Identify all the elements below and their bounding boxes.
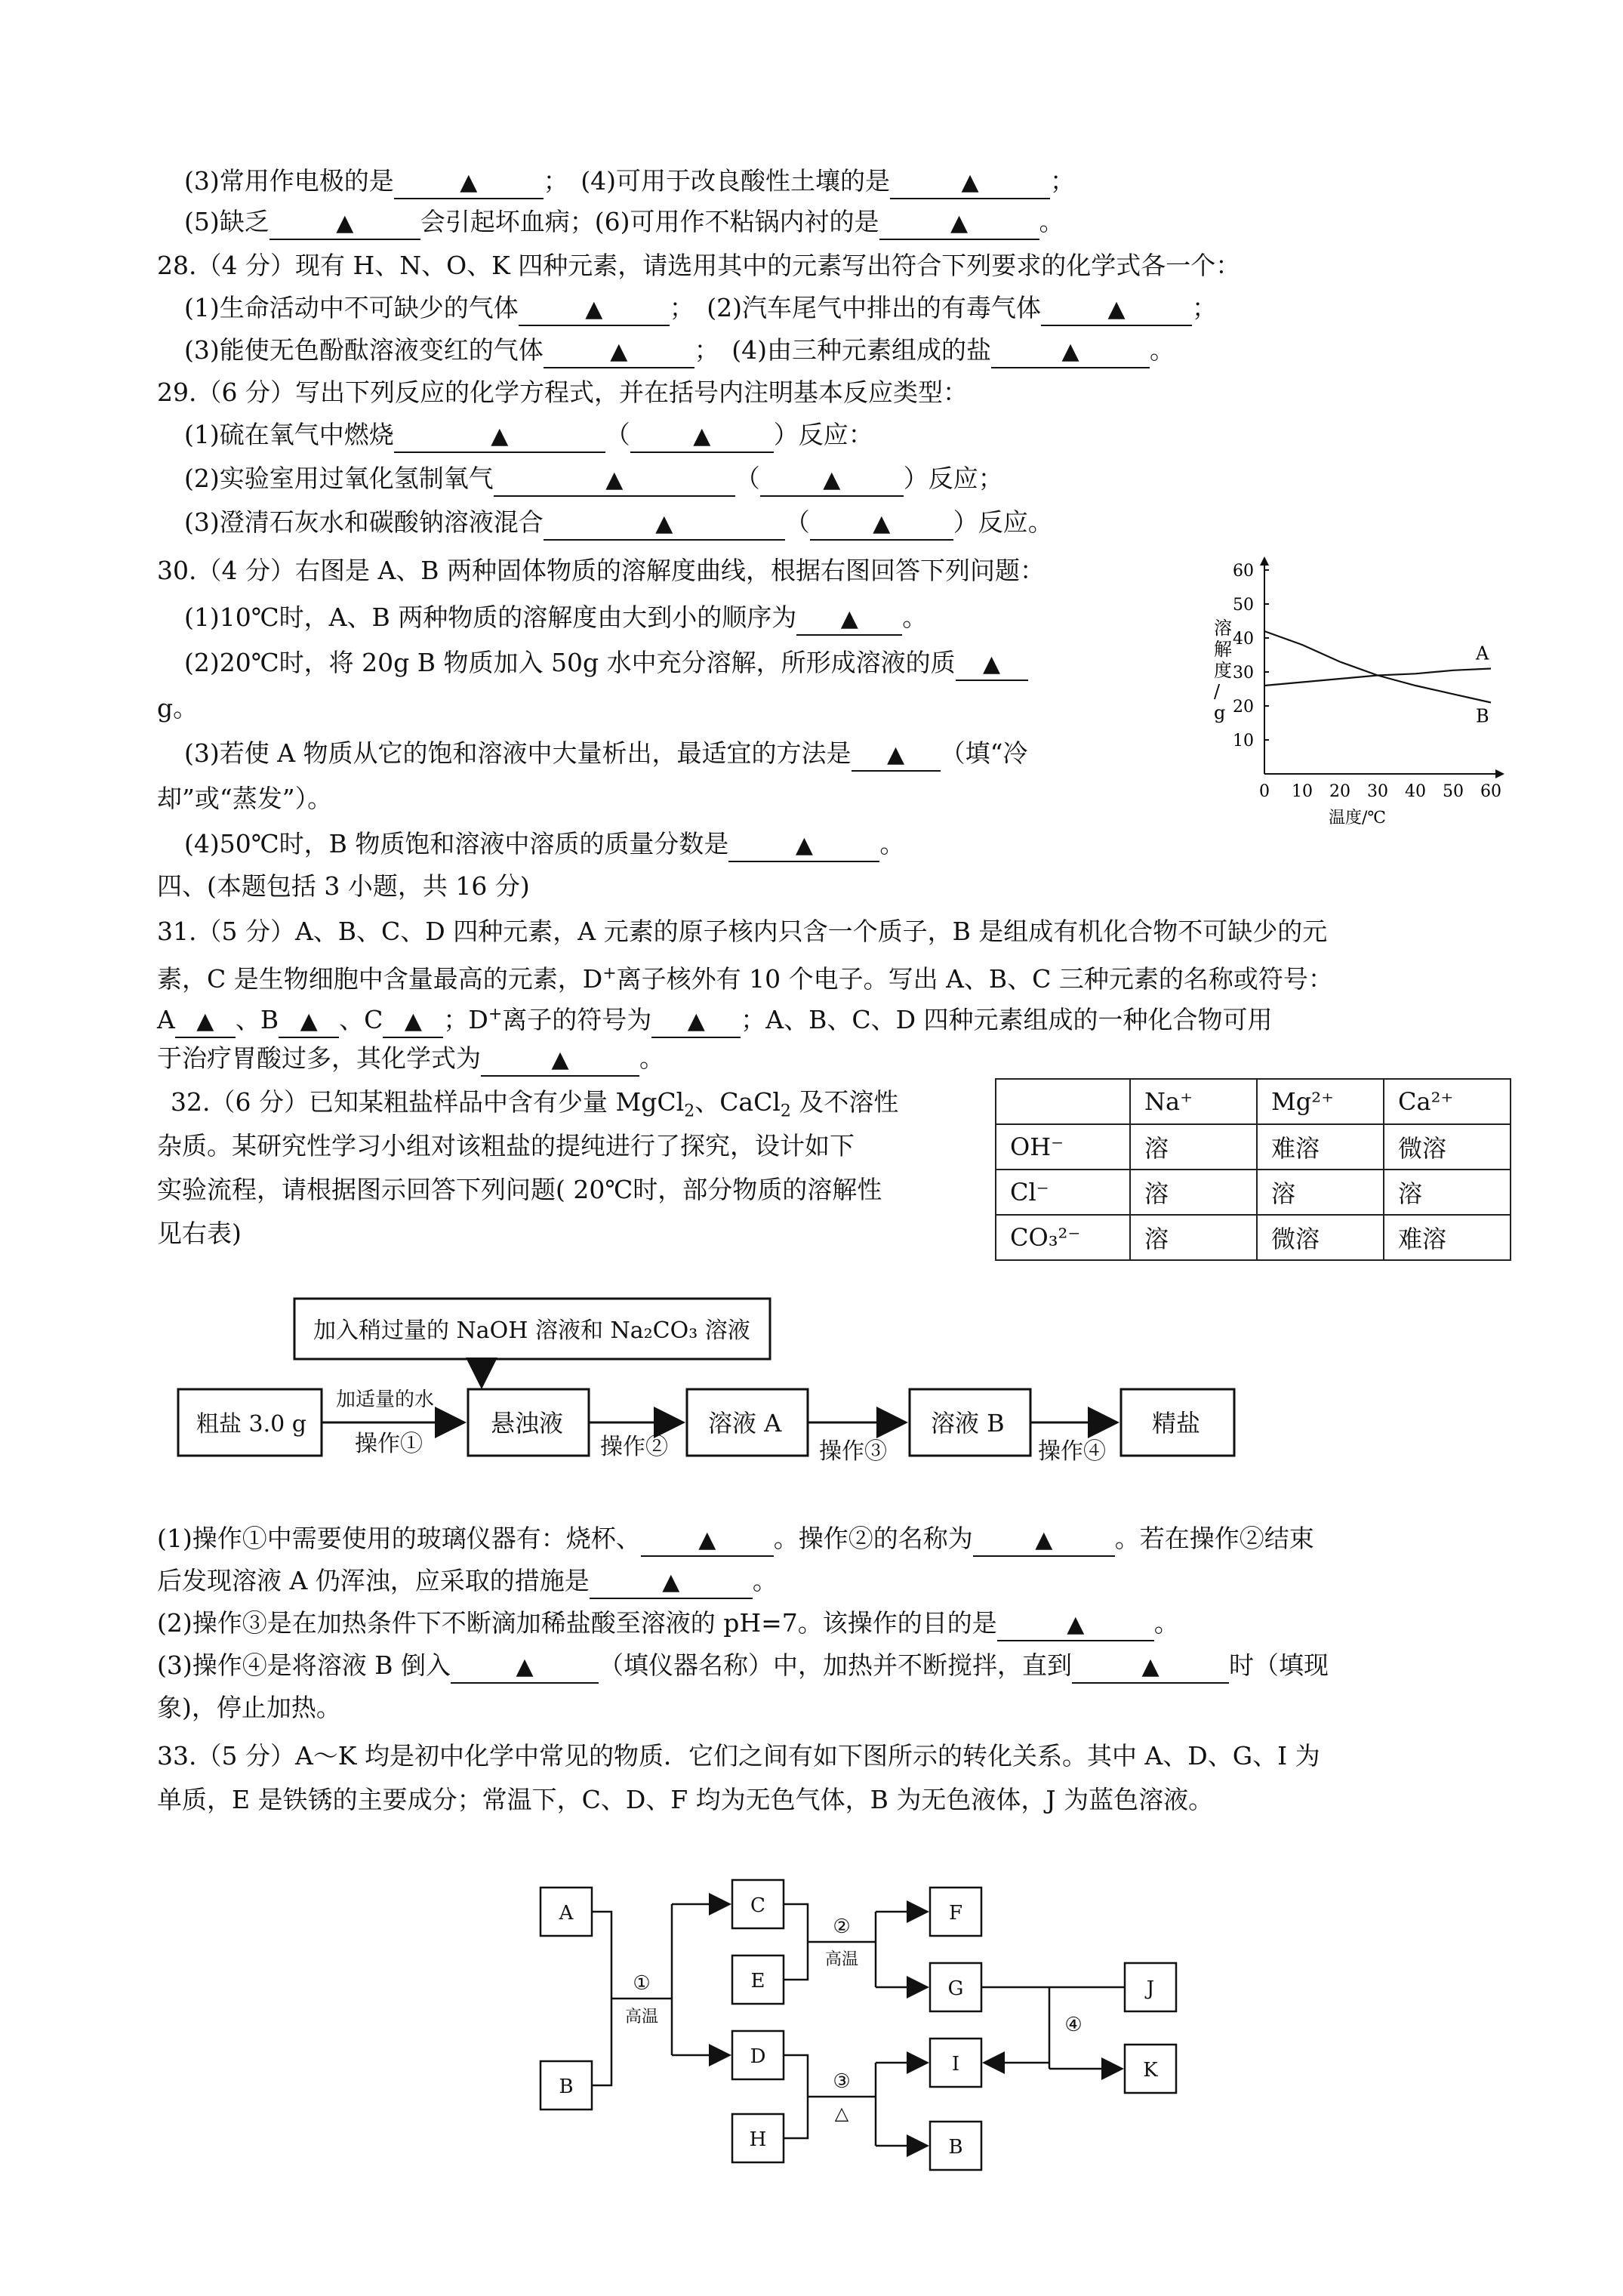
answer-blank[interactable]: [1072, 1650, 1229, 1684]
reaction-condition: △: [834, 2103, 849, 2124]
x-tick-label: 10: [1292, 782, 1313, 801]
answer-blank[interactable]: [1041, 293, 1192, 326]
reaction-condition: 高温: [624, 2008, 659, 2026]
q30-part2-unit: g。: [157, 693, 199, 723]
blank-mark: ▲: [516, 1653, 534, 1680]
connector: [784, 2055, 808, 2138]
op1-label: 操作①: [355, 1431, 423, 1457]
q29-text: (1)硫在氧气中燃烧: [184, 420, 394, 449]
series-line-a: [1264, 669, 1491, 686]
blank-mark: ▲: [404, 1008, 422, 1034]
answer-blank[interactable]: [481, 1043, 639, 1077]
y-axis-label-char: g: [1214, 702, 1226, 723]
q29-text: （: [784, 507, 810, 537]
q32-text: 32.（6 分）已知某粗盐样品中含有少量 MgCl: [171, 1087, 685, 1117]
blank-mark: ▲: [961, 169, 979, 196]
blank-mark: ▲: [585, 296, 603, 322]
q28-text: 。: [1150, 335, 1175, 365]
blank-mark: ▲: [795, 832, 813, 858]
q30-text: (1)10℃时，A、B 两种物质的溶解度由大到小的顺序为: [184, 603, 797, 632]
q29-text: ）反应；: [903, 464, 1003, 493]
solution-b-label: 溶液 B: [931, 1409, 1005, 1438]
q31-sup: +: [602, 964, 617, 983]
q32-line1: [171, 1086, 898, 1129]
series-line-b: [1264, 631, 1491, 703]
y-axis-label: [1214, 618, 1232, 723]
blank-mark: ▲: [605, 467, 624, 493]
q28-text: (3)能使无色酚酞溶液变红的气体: [184, 335, 544, 365]
y-tick-label: 20: [1233, 698, 1254, 717]
y-tick-label: 50: [1233, 596, 1254, 615]
q32-part1-cont: [157, 1564, 778, 1599]
q28-line1: [184, 291, 1217, 326]
q31-text: 于治疗胃酸过多，其化学式为: [157, 1043, 481, 1073]
table-header-row: [996, 1079, 1511, 1124]
q28-text: (1)生命活动中不可缺少的气体: [184, 293, 519, 322]
q27-text: 会引起坏血病；(6)可用作不粘锅内衬的是: [420, 207, 879, 236]
q31-line2: [157, 957, 1333, 996]
q31-text: 、B: [235, 1005, 279, 1034]
answer-blank[interactable]: [269, 207, 420, 240]
q29-line3: [184, 506, 1053, 541]
node-label: C: [750, 1894, 765, 1917]
q32-part3-cont: 象)，停止加热。: [157, 1693, 341, 1722]
q28-text: ； (4)由三种元素组成的盐: [694, 335, 991, 365]
q31-text: ；D: [443, 1005, 488, 1034]
x-axis-label: 温度/℃: [1329, 809, 1387, 827]
reaction-number: ①: [633, 1972, 651, 1995]
transformation-diagram: [528, 1872, 1208, 2190]
q32-text: 。: [752, 1566, 778, 1595]
series-label: B: [1476, 705, 1489, 727]
op3-label: 操作③: [819, 1438, 887, 1465]
q29-stem: 29.（6 分）写出下列反应的化学方程式，并在括号内注明基本反应类型：: [157, 378, 968, 407]
q27-text: 。: [1039, 207, 1064, 236]
q31-text: ；A、B、C、D 四种元素组成的一种化合物可用: [741, 1005, 1273, 1034]
purification-flow-diagram: [174, 1284, 1246, 1480]
table-cell: Mg²⁺: [1257, 1079, 1384, 1124]
solubility-curve-chart: [1193, 562, 1501, 834]
q32-text: 后发现溶液 A 仍浑浊，应采取的措施是: [157, 1566, 590, 1595]
table-cell: OH⁻: [996, 1124, 1130, 1170]
q30-part1: [184, 601, 927, 636]
node-label: H: [749, 2128, 767, 2151]
blank-mark: ▲: [698, 1527, 716, 1553]
answer-blank[interactable]: [544, 335, 694, 368]
q27-text: ；: [1050, 166, 1075, 196]
y-tick-label: 30: [1233, 664, 1254, 683]
reagent-label: 加入稍过量的 NaOH 溶液和 Na₂CO₃ 溶液: [313, 1318, 750, 1344]
reaction-condition: 高温: [824, 1950, 859, 1969]
blank-mark: ▲: [983, 651, 1001, 677]
q31-sup: +: [488, 1005, 503, 1024]
suspension-label: 悬浊液: [491, 1409, 564, 1438]
q31-line3: [157, 998, 1273, 1038]
blank-mark: ▲: [1061, 338, 1079, 365]
answer-blank[interactable]: [852, 738, 941, 772]
node-label: G: [947, 1977, 964, 2000]
q30-part4: [184, 827, 904, 862]
q30-text: 。: [879, 829, 905, 858]
answer-blank[interactable]: [630, 420, 774, 453]
q32-line2: 杂质。某研究性学习小组对该粗盐的提纯进行了探究，设计如下: [157, 1131, 855, 1160]
q28-text: ； (2)汽车尾气中排出的有毒气体: [669, 293, 1041, 322]
q33-line2: 单质，E 是铁锈的主要成分；常温下，C、D、F 均为无色气体，B 为无色液体，J 为蓝色溶液。: [157, 1785, 1214, 1814]
x-tick-label: 40: [1405, 782, 1426, 801]
blank-mark: ▲: [662, 1569, 680, 1595]
blank-mark: ▲: [693, 423, 711, 449]
blank-mark: ▲: [460, 169, 478, 196]
answer-blank[interactable]: [641, 1524, 774, 1557]
q30-text: (3)若使 A 物质从它的饱和溶液中大量析出，最适宜的方法是: [184, 738, 852, 768]
q31-line4: [157, 1042, 664, 1077]
q32-text: 时（填现: [1228, 1650, 1329, 1680]
blank-mark: ▲: [873, 510, 891, 537]
q32-sub: 2: [780, 1102, 791, 1121]
table-cell: 微溶: [1257, 1215, 1384, 1260]
connector: [592, 1912, 611, 2085]
x-tick-label: 20: [1329, 782, 1350, 801]
answer-blank[interactable]: [279, 1005, 339, 1038]
y-axis-label-char: 解: [1214, 639, 1232, 660]
q31-text: 离子的符号为: [502, 1005, 652, 1034]
q28-text: ；: [1192, 293, 1217, 322]
answer-blank[interactable]: [973, 1524, 1115, 1557]
answer-blank[interactable]: [590, 1566, 753, 1599]
blank-mark: ▲: [1067, 1611, 1085, 1638]
x-axis-arrow: [1495, 769, 1504, 778]
q32-part2: [157, 1607, 1179, 1641]
table-cell: CO₃²⁻: [996, 1215, 1130, 1260]
x-tick-label: 50: [1443, 782, 1464, 801]
q32-text: 。: [1153, 1608, 1179, 1638]
q32-text: (2)操作③是在加热条件下不断滴加稀盐酸至溶液的 pH=7。该操作的目的是: [157, 1608, 997, 1638]
y-axis-label-char: /: [1214, 681, 1221, 702]
refined-salt-label: 精盐: [1152, 1409, 1201, 1438]
q29-line2: [184, 462, 1003, 497]
answer-blank[interactable]: [544, 507, 785, 541]
table-cell: 溶: [1130, 1215, 1257, 1260]
q32-sub: 2: [684, 1102, 695, 1121]
table-row: [996, 1215, 1511, 1260]
blank-mark: ▲: [655, 510, 673, 537]
answer-blank[interactable]: [997, 1608, 1154, 1641]
q30-text: (4)50℃时，B 物质饱和溶液中溶质的质量分数是: [184, 829, 729, 858]
x-tick-label: 30: [1367, 782, 1388, 801]
y-axis-label-char: 溶: [1214, 618, 1232, 639]
q32-text: 、CaCl: [694, 1087, 781, 1117]
answer-blank[interactable]: [394, 420, 605, 453]
blank-mark: ▲: [610, 338, 628, 365]
q29-text: (2)实验室用过氧化氢制氧气: [184, 464, 494, 493]
connector: [784, 1904, 808, 1980]
answer-blank[interactable]: [810, 507, 953, 541]
q32-part1: [157, 1522, 1314, 1557]
blank-mark: ▲: [491, 423, 509, 449]
blank-mark: ▲: [1035, 1527, 1053, 1553]
q32-text: 。若在操作②结束: [1114, 1524, 1314, 1553]
table-cell: Cl⁻: [996, 1170, 1130, 1215]
x-tick-label: 0: [1259, 782, 1270, 801]
q33-line1: 33.（5 分）A～K 均是初中化学中常见的物质．它们之间有如下图所示的转化关系。其中 A、D、G、I 为: [157, 1741, 1320, 1771]
q27-text: (5)缺乏: [184, 207, 269, 236]
node-label: E: [750, 1970, 765, 1992]
q31-text: A: [157, 1005, 175, 1034]
q30-text: （填“冷: [940, 738, 1028, 768]
blank-mark: ▲: [551, 1046, 569, 1073]
node-label: A: [559, 1902, 574, 1925]
node-label: F: [948, 1902, 963, 1925]
table-cell: Ca²⁺: [1384, 1079, 1511, 1124]
q30-text: 。: [902, 603, 928, 632]
q30-stem: 30.（4 分）右图是 A、B 两种固体物质的溶解度曲线，根据右图回答下列问题：: [157, 556, 1046, 585]
q28-stem: 28.（4 分）现有 H、N、O、K 四种元素，请选用其中的元素写出符合下列要求的化学式各一个：: [157, 251, 1241, 280]
chart-series: [1264, 631, 1491, 727]
chart-ticks: [1233, 562, 1501, 801]
table-row: [996, 1124, 1511, 1170]
answer-blank[interactable]: [760, 464, 904, 497]
y-tick-label: 60: [1233, 562, 1254, 581]
x-tick-label: 60: [1480, 782, 1501, 801]
q31-text: 素，C 是生物细胞中含量最高的元素，D: [157, 964, 603, 994]
q29-text: （: [735, 464, 760, 493]
answer-blank[interactable]: [879, 207, 1039, 240]
blank-mark: ▲: [687, 1008, 705, 1034]
table-cell: 难溶: [1384, 1215, 1511, 1260]
table-cell: 溶: [1130, 1170, 1257, 1215]
y-axis-label-char: 度: [1214, 660, 1232, 681]
q29-text: （: [605, 420, 630, 449]
blank-mark: ▲: [823, 467, 841, 493]
table-cell: [996, 1079, 1130, 1124]
q31-text: 、C: [339, 1005, 383, 1034]
q30-part2: [184, 646, 1028, 681]
blank-mark: ▲: [300, 1008, 318, 1034]
blank-mark: ▲: [196, 1008, 214, 1034]
q30-part3: [184, 737, 1027, 772]
node-label: J: [1146, 1977, 1155, 2000]
blank-mark: ▲: [336, 210, 354, 236]
q30-part3-cont: 却”或“蒸发”）。: [157, 784, 333, 813]
q27-text: ； (4)可用于改良酸性土壤的是: [543, 166, 890, 196]
blank-mark: ▲: [1107, 296, 1126, 322]
q32-line4: 见右表): [157, 1219, 242, 1248]
q32-text: (3)操作④是将溶液 B 倒入: [157, 1650, 451, 1680]
y-tick-label: 40: [1233, 630, 1254, 649]
y-axis-arrow: [1260, 556, 1269, 566]
table-cell: Na⁺: [1130, 1079, 1257, 1124]
y-tick-label: 10: [1233, 732, 1254, 750]
answer-blank[interactable]: [383, 1005, 443, 1038]
q27-line2: [184, 205, 1064, 240]
answer-blank[interactable]: [394, 166, 544, 199]
op4-label: 操作④: [1038, 1438, 1106, 1465]
reaction-number: ③: [833, 2070, 851, 2093]
reaction-number: ②: [833, 1915, 851, 1938]
q32-part3: [157, 1649, 1329, 1684]
q32-text: （填仪器名称）中，加热并不断搅拌，直到: [598, 1650, 1072, 1680]
solution-a-label: 溶液 A: [708, 1409, 782, 1438]
solubility-table: [995, 1078, 1511, 1261]
q28-line2: [184, 334, 1175, 368]
answer-blank[interactable]: [728, 829, 879, 862]
table-cell: 难溶: [1257, 1124, 1384, 1170]
node-label: K: [1143, 2059, 1158, 2082]
q27-text: (3)常用作电极的是: [184, 166, 394, 196]
op2-label: 操作②: [600, 1434, 668, 1460]
section-heading: 四、(本题包括 3 小题，共 16 分): [157, 871, 530, 901]
q32-text: 及不溶性: [790, 1087, 899, 1117]
blank-mark: ▲: [950, 210, 969, 236]
op1-reagent-label: 加适量的水: [336, 1388, 435, 1411]
answer-blank[interactable]: [956, 648, 1028, 681]
q31-line1: 31.（5 分）A、B、C、D 四种元素，A 元素的原子核内只含一个质子，B 是组成有机化合物不可缺少的元: [157, 917, 1328, 946]
blank-mark: ▲: [887, 741, 905, 768]
chart-axes: [1260, 556, 1504, 778]
q29-text: (3)澄清石灰水和碳酸钠溶液混合: [184, 507, 544, 537]
crude-salt-label: 粗盐 3.0 g: [196, 1411, 306, 1438]
q30-text: (2)20℃时，将 20g B 物质加入 50g 水中充分溶解，所形成溶液的质: [184, 648, 956, 677]
answer-blank[interactable]: [519, 293, 670, 326]
table-cell: 溶: [1257, 1170, 1384, 1215]
blank-mark: ▲: [1141, 1653, 1160, 1680]
q31-text: 离子核外有 10 个电子。写出 A、B、C 三种元素的名称或符号：: [616, 964, 1333, 994]
q29-text: ）反应。: [953, 507, 1053, 537]
answer-blank[interactable]: [991, 335, 1150, 368]
table-cell: 微溶: [1384, 1124, 1511, 1170]
answer-blank[interactable]: [796, 603, 902, 636]
table-cell: 溶: [1384, 1170, 1511, 1215]
node-label: B: [559, 2076, 574, 2098]
node-label: B: [948, 2136, 963, 2159]
q29-text: ）反应：: [773, 420, 873, 449]
q32-text: (1)操作①中需要使用的玻璃仪器有：烧杯、: [157, 1524, 641, 1553]
answer-blank[interactable]: [494, 464, 735, 497]
q32-line3: 实验流程，请根据图示回答下列问题( 20℃时，部分物质的溶解性: [157, 1175, 882, 1204]
q27-line1: [184, 165, 1075, 199]
q31-text: 。: [639, 1043, 664, 1073]
node-label: D: [750, 2045, 766, 2068]
series-label: A: [1476, 643, 1489, 664]
table-cell: 溶: [1130, 1124, 1257, 1170]
answer-blank[interactable]: [451, 1650, 599, 1684]
table-row: [996, 1170, 1511, 1215]
answer-blank[interactable]: [175, 1005, 236, 1038]
blank-mark: ▲: [840, 606, 858, 632]
q29-line1: [184, 418, 873, 453]
node-label: I: [951, 2053, 960, 2076]
answer-blank[interactable]: [890, 166, 1050, 199]
q32-text: 。操作②的名称为: [773, 1524, 973, 1553]
reaction-number: ④: [1064, 2014, 1083, 2036]
answer-blank[interactable]: [651, 1005, 741, 1038]
